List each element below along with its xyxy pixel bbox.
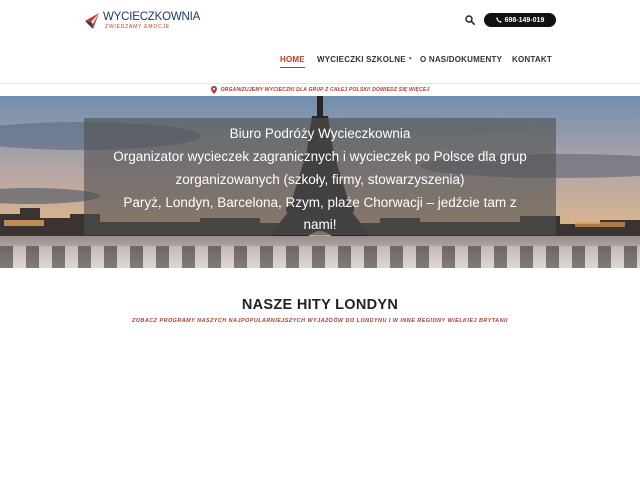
nav-wycieczki-szkolne[interactable] xyxy=(317,55,413,64)
hero-line-5: nami! xyxy=(303,217,337,232)
section-subtitle: ZOBACZ PROGRAMY NASZYCH NAJPOPULARNIEJSZYCH WYJAZDÓW DO LONDYNU I W INNE REGIONY WIELKIEJ BRYTANII xyxy=(132,318,508,324)
site-header xyxy=(0,0,640,84)
main-nav xyxy=(0,55,640,69)
hero-line-3: zorganizowanych (szkoły, firmy, stowarzyszenia) xyxy=(175,172,465,187)
info-bar xyxy=(0,84,640,96)
hero-line-2: Organizator wycieczek zagranicznych i wycieczek po Polsce dla grup xyxy=(113,149,527,164)
phone-icon xyxy=(496,17,502,23)
hero-line-1: Biuro Podróży Wycieczkownia xyxy=(229,126,411,141)
section-title: NASZE HITY LONDYN xyxy=(241,297,399,313)
hero-banner xyxy=(0,96,640,268)
nav-kontakt[interactable]: KONTAKT xyxy=(512,55,552,64)
phone-number: 698-149-019 xyxy=(504,16,545,24)
logo-mark-icon xyxy=(84,12,100,30)
logo-text xyxy=(103,12,200,30)
nav-home[interactable]: HOME xyxy=(280,55,305,64)
site-logo[interactable] xyxy=(84,12,200,30)
map-pin-icon xyxy=(211,86,217,94)
nav-wycieczki-szkolne-label: WYCIECZKI SZKOLNE xyxy=(317,55,406,64)
hero-text-overlay xyxy=(84,118,556,235)
info-bar-link[interactable]: ORGANIZUJEMY WYCIECZKI DLA GRUP Z CAŁEJ POLSKI! DOWIEDZ SIĘ WIĘCEJ xyxy=(220,87,430,93)
hero-line-4: Paryż, Londyn, Barcelona, Rzym, plaże Chorwacji – jedźcie tam z xyxy=(123,195,517,210)
logo-name: WYCIECZKOWNIA xyxy=(103,11,201,24)
nav-o-nas-dokumenty[interactable]: O NAS/DOKUMENTY xyxy=(420,55,503,64)
logo-tagline: ZWIEDZAMY EMOCJE xyxy=(105,23,170,30)
phone-button[interactable] xyxy=(484,13,556,27)
search-icon[interactable] xyxy=(465,15,475,25)
chevron-down-icon: ▼ xyxy=(407,56,413,62)
